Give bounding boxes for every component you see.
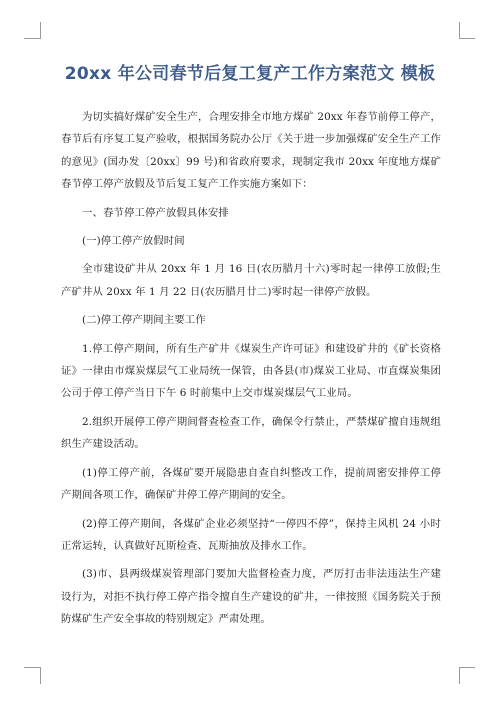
paragraph-subitem-3: (3)市、县两级煤炭管理部门要加大监督检查力度，严厉打击非法违法生产建设行为，对拒不执行停工停产指令擅自生产建设的矿井，一律按照《国务院关于预防煤矿生产安全事故的特别规定》严肃处理。	[61, 568, 441, 626]
paragraph-subitem-2: (2)停工停产期间，各煤矿企业必须坚持“一停四不停”，保持主风机 24 小时正常运转，认真做好瓦斯检查、瓦斯抽放及排水工作。	[61, 517, 441, 552]
paragraph-subitem-1: (1)停工停产前，各煤矿要开展隐患自查自纠整改工作，提前周密安排停工停产期间各项工作，确保矿井停工停产期间的安全。	[61, 466, 441, 502]
crop-mark-top-left	[40, 22, 41, 39]
document-title: 20xx 年公司春节后复工复产工作方案范文 模板	[64, 64, 436, 84]
paragraph-intro: 为切实搞好煤矿安全生产，合理安排全市地方煤矿 20xx 年春节前停工停产，春节后有序复工复产验收，根据国务院办公厅《关于进一步加强煤矿安全生产工作的意见》(国办发〔20xx〕99 号)和省政府要求，现制定我市 20xx 年度地方煤矿春节停工停产放假及节后复工复产工作实施方案如下：	[61, 111, 441, 191]
crop-mark-top-left	[24, 38, 40, 39]
crop-mark-bottom-right	[459, 667, 475, 668]
crop-mark-bottom-right	[459, 667, 460, 684]
document-body	[61, 106, 441, 637]
crop-mark-top-right	[459, 38, 475, 39]
crop-mark-bottom-left	[24, 667, 40, 668]
crop-mark-top-right	[459, 22, 460, 39]
subsection-heading-1: (一)停工停产放假时间	[82, 235, 185, 248]
section-heading-1: 一、春节停工停产放假具体安排	[82, 206, 229, 219]
paragraph-item-2: 2.组织开展停工停产期间督查检查工作，确保令行禁止，严禁煤矿擅自违规组织生产建设活动。	[61, 415, 441, 451]
crop-mark-bottom-left	[40, 667, 41, 684]
paragraph-item-1: 1.停工停产期间，所有生产矿井《煤炭生产许可证》和建设矿井的《矿长资格证》一律由市煤炭煤层气工业局统一保管，由各县(市)煤炭工业局、市直煤炭集团公司于停工停产当日下午 6 时前集中上交市煤炭煤层气工业局。	[61, 342, 441, 400]
subsection-heading-2: (二)停工停产期间主要工作	[82, 314, 206, 327]
paragraph-schedule: 全市建设矿井从 20xx 年 1 月 16 日(农历腊月十六)零时起一律停工放假;生产矿井从 20xx 年 1 月 22 日(农历腊月廿二)零时起一律停产放假。	[61, 263, 441, 298]
